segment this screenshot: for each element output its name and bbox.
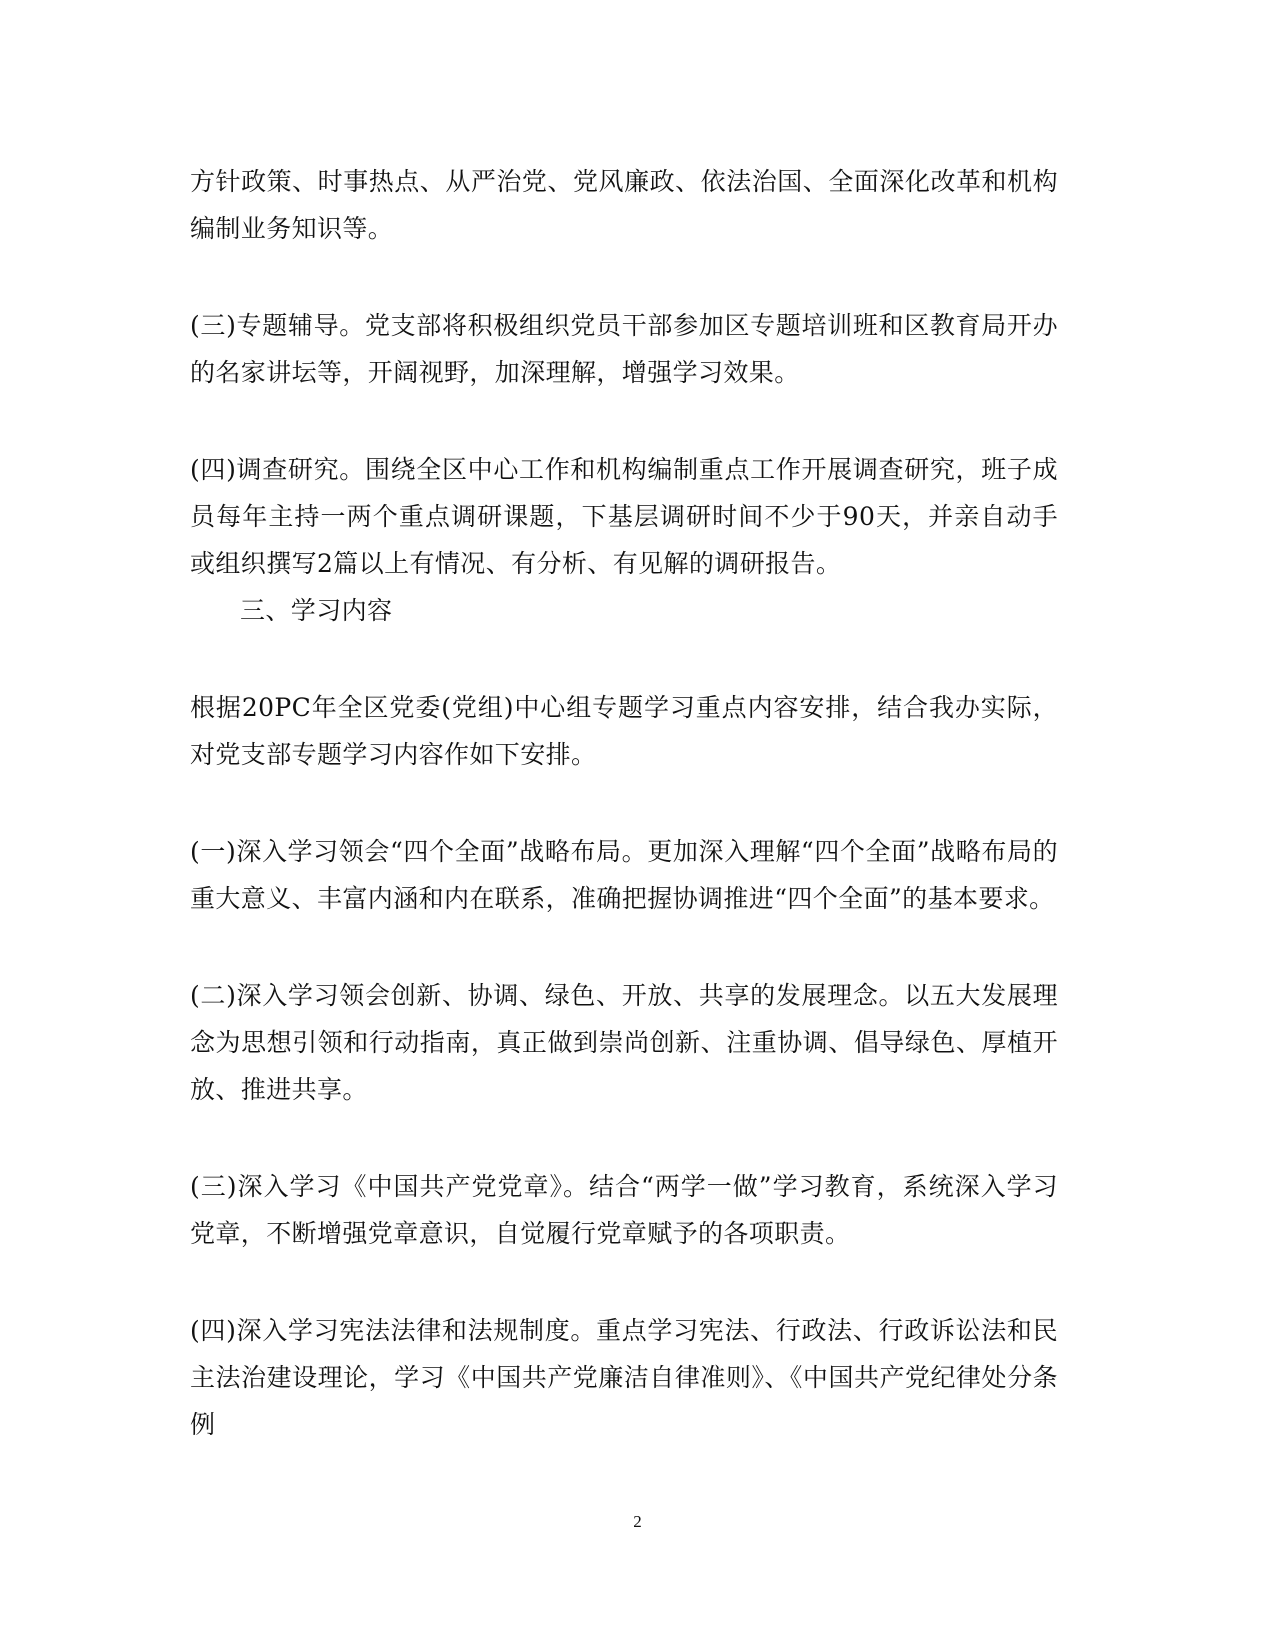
paragraph-special-guidance: (三)专题辅导。党支部将积极组织党员干部参加区专题培训班和区教育局开办的名家讲坛等，开阔视野，加深理解，增强学习效果。 [190, 311, 1058, 387]
paragraph-gap [190, 252, 1058, 302]
page-number: 2 [633, 1512, 642, 1531]
paragraph-study-arrangement: 根据20PC年全区党委(党组)中心组专题学习重点内容安排，结合我办实际，对党支部专题学习内容作如下安排。 [190, 693, 1058, 769]
paragraph-party-constitution: (三)深入学习《中国共产党党章》。结合“两学一做”学习教育，系统深入学习党章，不断增强党章意识，自觉履行党章赋予的各项职责。 [190, 1172, 1058, 1248]
paragraph-law-regulations: (四)深入学习宪法法律和法规制度。重点学习宪法、行政法、行政诉讼法和民主法治建设理论，学习《中国共产党廉洁自律准则》、《中国共产党纪律处分条例 [190, 1316, 1058, 1439]
paragraph-gap [190, 1113, 1058, 1163]
paragraph-development-concepts: (二)深入学习领会创新、协调、绿色、开放、共享的发展理念。以五大发展理念为思想引领和行动指南，真正做到崇尚创新、注重协调、倡导绿色、厚植开放、推进共享。 [190, 981, 1058, 1104]
document-body [190, 158, 1058, 1448]
paragraph-investigation-research: (四)调查研究。围绕全区中心工作和机构编制重点工作开展调查研究，班子成员每年主持一两个重点调研课题，下基层调研时间不少于90天，并亲自动手或组织撰写2篇以上有情况、有分析、有见解的调研报告。 [190, 455, 1058, 578]
section-heading-study-content: 三、学习内容 [240, 596, 393, 625]
paragraph-four-comprehensives: (一)深入学习领会“四个全面”战略布局。更加深入理解“四个全面”战略布局的重大意义、丰富内涵和内在联系，准确把握协调推进“四个全面”的基本要求。 [190, 837, 1058, 913]
paragraph-gap [190, 634, 1058, 684]
paragraph-gap [190, 778, 1058, 828]
paragraph-gap [190, 396, 1058, 446]
paragraph-policy-topics: 方针政策、时事热点、从严治党、党风廉政、依法治国、全面深化改革和机构编制业务知识等。 [190, 167, 1058, 243]
paragraph-gap [190, 1257, 1058, 1307]
paragraph-gap [190, 922, 1058, 972]
